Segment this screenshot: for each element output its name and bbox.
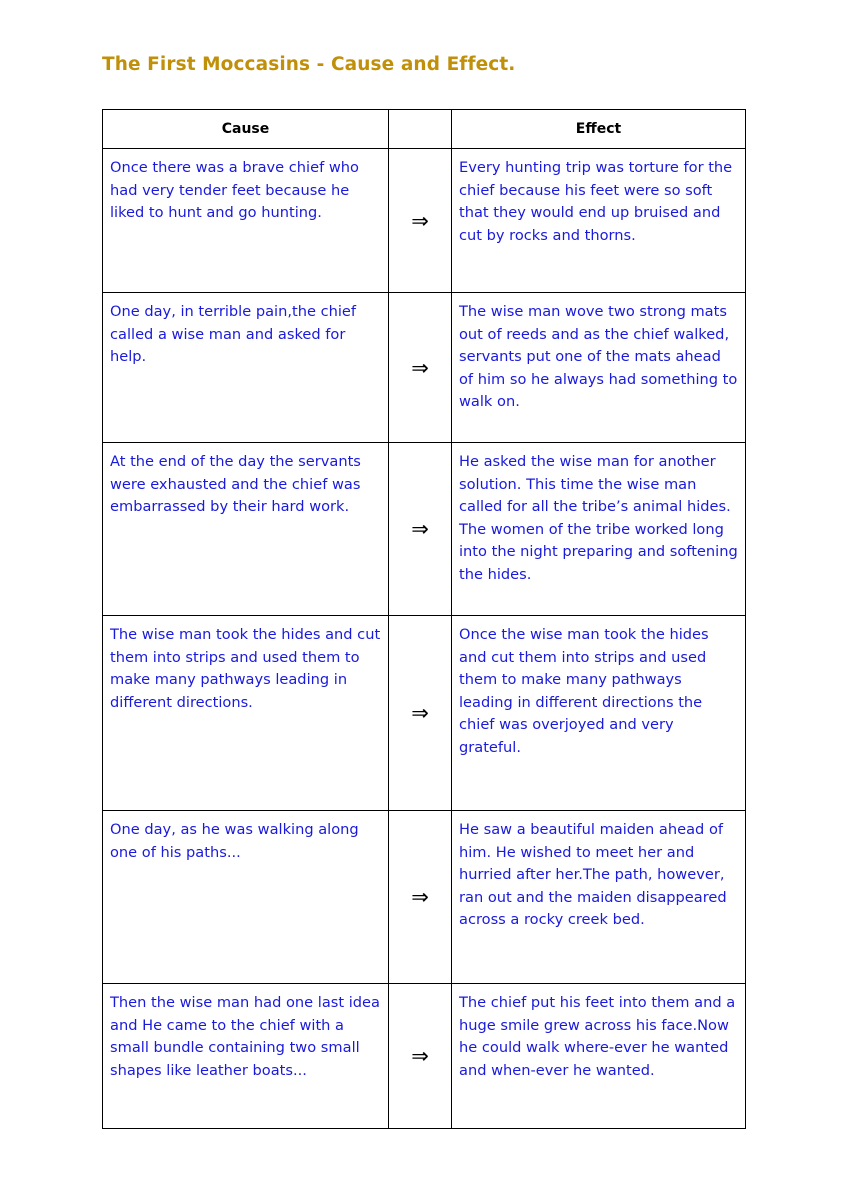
table-row <box>103 811 746 984</box>
table-header-row <box>103 110 746 149</box>
effect-cell: Once the wise man took the hides and cut them into strips and used them to make many pathways leading in different directions the chief was overjoyed and very grateful. <box>452 616 746 811</box>
effect-cell: The chief put his feet into them and a huge smile grew across his face.Now he could walk where-ever he wanted and when-ever he wanted. <box>452 984 746 1129</box>
table-row <box>103 443 746 616</box>
table-row <box>103 293 746 443</box>
cause-cell: Once there was a brave chief who had very tender feet because he liked to hunt and go hunting. <box>103 149 389 293</box>
cause-cell: Then the wise man had one last idea and He came to the chief with a small bundle containing two small shapes like leather boats... <box>103 984 389 1129</box>
right-double-arrow-icon: ⇒ <box>389 811 452 984</box>
right-double-arrow-icon: ⇒ <box>389 293 452 443</box>
table-row <box>103 149 746 293</box>
right-double-arrow-icon: ⇒ <box>389 443 452 616</box>
arrow-column-header <box>389 110 452 149</box>
right-double-arrow-icon: ⇒ <box>389 984 452 1129</box>
effect-cell: He asked the wise man for another solution. This time the wise man called for all the tribe’s animal hides. The women of the tribe worked long into the night preparing and softening the hides. <box>452 443 746 616</box>
cause-effect-table <box>102 109 746 1129</box>
cause-column-header: Cause <box>103 110 389 149</box>
page-title: The First Moccasins - Cause and Effect. <box>102 54 516 75</box>
cause-cell: The wise man took the hides and cut them into strips and used them to make many pathways leading in different directions. <box>103 616 389 811</box>
effect-cell: The wise man wove two strong mats out of reeds and as the chief walked, servants put one of the mats ahead of him so he always had something to walk on. <box>452 293 746 443</box>
cause-cell: At the end of the day the servants were exhausted and the chief was embarrassed by their hard work. <box>103 443 389 616</box>
effect-cell: He saw a beautiful maiden ahead of him. He wished to meet her and hurried after her.The path, however, ran out and the maiden disappeared across a rocky creek bed. <box>452 811 746 984</box>
effect-cell: Every hunting trip was torture for the chief because his feet were so soft that they would end up bruised and cut by rocks and thorns. <box>452 149 746 293</box>
effect-column-header: Effect <box>452 110 746 149</box>
cause-cell: One day, in terrible pain,the chief called a wise man and asked for help. <box>103 293 389 443</box>
cause-cell: One day, as he was walking along one of his paths... <box>103 811 389 984</box>
table-row <box>103 984 746 1129</box>
table-row <box>103 616 746 811</box>
right-double-arrow-icon: ⇒ <box>389 616 452 811</box>
right-double-arrow-icon: ⇒ <box>389 149 452 293</box>
